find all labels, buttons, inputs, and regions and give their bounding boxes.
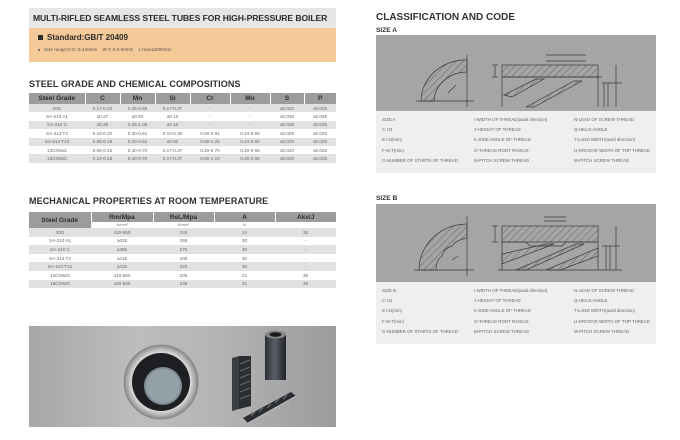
thread-section-diagram-icon bbox=[376, 35, 656, 111]
cell: - bbox=[190, 112, 230, 120]
col-header: Mn bbox=[120, 93, 155, 104]
cell: SA-210 A1 bbox=[29, 237, 91, 246]
cell: 30 bbox=[214, 254, 275, 263]
unit-cell: N/mm² bbox=[153, 222, 214, 228]
cell: 0.44-0.65 bbox=[230, 138, 270, 146]
cell: 0.05-0.15 bbox=[85, 138, 120, 146]
table-row bbox=[29, 228, 336, 237]
cell: 235 bbox=[153, 280, 214, 289]
cell: - bbox=[275, 245, 336, 254]
legend-item: E-I.D(min) bbox=[382, 137, 403, 143]
cell: ≤0.020 bbox=[270, 104, 304, 112]
cell: ≥0.10 bbox=[155, 121, 190, 129]
size-a-legend bbox=[376, 111, 656, 173]
table-row bbox=[29, 121, 336, 129]
cell: 15CrMoG bbox=[29, 280, 91, 289]
chemical-heading: STEEL GRADE AND CHEMICAL COMPOSITIONS bbox=[29, 79, 241, 89]
col-header: Steel Grade bbox=[29, 212, 91, 228]
cell: 0.50-0.81 bbox=[190, 129, 230, 137]
product-header bbox=[29, 8, 336, 62]
rifled-tube-photo-icon bbox=[29, 326, 336, 427]
standard-text: Standard:GB/T 20409 bbox=[47, 33, 128, 42]
col-header: Akv/J bbox=[275, 212, 336, 222]
legend-item: M-PITCH SCREW THREAD bbox=[474, 328, 530, 334]
cell: ≥415 bbox=[91, 262, 153, 271]
cell: - bbox=[230, 112, 270, 120]
legend-item: F-W.T(min) bbox=[382, 318, 404, 324]
legend-item: I-WIDTH OF THREAD(axial direction) bbox=[474, 288, 548, 293]
size-b-diagram bbox=[376, 204, 656, 282]
cell: 245 bbox=[153, 228, 214, 237]
cell: - bbox=[190, 104, 230, 112]
col-header: Mo bbox=[230, 93, 270, 104]
cell: 220 bbox=[153, 262, 214, 271]
table-row bbox=[29, 237, 336, 246]
cell: - bbox=[275, 262, 336, 271]
legend-item: O-THREAD ROOT RADIUS bbox=[474, 318, 529, 324]
size-a-diagram bbox=[376, 35, 656, 111]
cell: 205 bbox=[153, 254, 214, 263]
legend-item: J-HEIGHT OF THREAD bbox=[474, 298, 521, 304]
legend-item: J-HEIGHT OF THREAD bbox=[474, 127, 521, 133]
cell: 0.10-0.20 bbox=[85, 129, 120, 137]
table-row bbox=[29, 262, 336, 271]
cell: ≤0.93 bbox=[120, 112, 155, 120]
classification-heading: CLASSIFICATION AND CODE bbox=[376, 12, 515, 23]
table-row bbox=[29, 146, 336, 154]
cell: ≤0.025 bbox=[270, 129, 304, 137]
cell: 0.44-0.65 bbox=[230, 129, 270, 137]
table-row bbox=[29, 112, 336, 120]
square-bullet-icon bbox=[38, 35, 43, 40]
legend-item: N-LEAD OF SCREW THREAD bbox=[574, 117, 635, 122]
cell: ≤0.035 bbox=[304, 121, 336, 129]
cell: ≤0.035 bbox=[270, 121, 304, 129]
table-row bbox=[29, 254, 336, 263]
table-row bbox=[29, 129, 336, 137]
cell: 0.08-0.15 bbox=[85, 146, 120, 154]
cell: ≤0.025 bbox=[304, 104, 336, 112]
col-header: Rm/Mpa bbox=[91, 212, 153, 222]
col-header: Steel Grade bbox=[29, 93, 85, 104]
dot-bullet-icon bbox=[38, 49, 40, 51]
cell: - bbox=[275, 237, 336, 246]
legend-item: C-I.D bbox=[382, 298, 393, 304]
cell: 12CrMoG bbox=[29, 271, 91, 280]
legend-item: SIZE A bbox=[382, 117, 396, 122]
cell: 20G bbox=[29, 104, 85, 112]
cell: 24 bbox=[214, 228, 275, 237]
col-header: Si bbox=[155, 93, 190, 104]
cell: - bbox=[230, 104, 270, 112]
cell: 35 bbox=[275, 228, 336, 237]
legend-item: M-PITCH SCREW THREAD bbox=[574, 328, 630, 334]
legend-item: F-W.T(min) bbox=[382, 147, 404, 153]
cell: 0.40-0.55 bbox=[230, 146, 270, 154]
cell: ≤0.50 bbox=[155, 138, 190, 146]
col-header: ReL/Mpa bbox=[153, 212, 214, 222]
legend-item: G-NUMBER OF STARTS OF THREAD bbox=[382, 328, 458, 334]
col-header: P bbox=[304, 93, 336, 104]
legend-item: K-SIDE ANGLE OF THREAD bbox=[474, 308, 532, 314]
cell: ≥0.10 bbox=[155, 112, 190, 120]
cell: 12CrMoG bbox=[29, 146, 85, 154]
cell: 30 bbox=[214, 237, 275, 246]
cell: 20G bbox=[29, 228, 91, 237]
cell: 0.40-0.70 bbox=[120, 146, 155, 154]
cell: SA-213 T12 bbox=[29, 138, 85, 146]
cell: 0.30-0.61 bbox=[120, 138, 155, 146]
cell: 275 bbox=[153, 245, 214, 254]
table-row bbox=[29, 271, 336, 280]
product-photo bbox=[29, 326, 336, 427]
cell: 0.17-0.37 bbox=[155, 146, 190, 154]
cell: - bbox=[190, 121, 230, 129]
cell: 0.80-1.25 bbox=[190, 138, 230, 146]
cell: ≤0.025 bbox=[304, 154, 336, 162]
cell: SA-210 C bbox=[29, 245, 91, 254]
legend-item: T-LAND WIDTH(axial direction) bbox=[574, 308, 635, 314]
cell: - bbox=[275, 254, 336, 263]
legend-item: Q-HELIX ANGLE bbox=[574, 127, 608, 133]
cell: 30 bbox=[214, 262, 275, 271]
cell: 0.35-0.65 bbox=[120, 104, 155, 112]
legend-item: K-SIDE ANGLE OF THREAD bbox=[474, 137, 532, 143]
table-row bbox=[29, 245, 336, 254]
cell: 0.40-0.70 bbox=[120, 154, 155, 162]
mechanical-header-row bbox=[29, 212, 336, 222]
col-header: C bbox=[85, 93, 120, 104]
cell: ≤0.025 bbox=[304, 146, 336, 154]
legend-item: M-PITCH SCREW THREAD bbox=[574, 157, 630, 163]
size-b-label: SIZE B bbox=[376, 195, 398, 202]
cell: ≥415 bbox=[91, 237, 153, 246]
cell: 255 bbox=[153, 237, 214, 246]
cell: ≤0.035 bbox=[304, 112, 336, 120]
table-row bbox=[29, 154, 336, 162]
table-row bbox=[29, 280, 336, 289]
cell: 0.30-0.61 bbox=[120, 129, 155, 137]
cell: SA-210 C bbox=[29, 121, 85, 129]
cell: ≥415 bbox=[91, 254, 153, 263]
col-header: A bbox=[214, 212, 275, 222]
legend-item: N-LEAD OF SCREW THREAD bbox=[574, 288, 635, 293]
cell: SA-213 T12 bbox=[29, 262, 91, 271]
cell: 0.17-0.37 bbox=[155, 104, 190, 112]
standard-line bbox=[38, 33, 336, 42]
size-a-label: SIZE A bbox=[376, 27, 398, 34]
cell: 0.40-0.55 bbox=[230, 154, 270, 162]
cell: ≤0.35 bbox=[85, 121, 120, 129]
cell: ≤0.025 bbox=[304, 129, 336, 137]
col-header: Cr bbox=[190, 93, 230, 104]
legend-item: SIZE B bbox=[382, 288, 396, 293]
thread-section-diagram-icon bbox=[376, 204, 656, 282]
table-row bbox=[29, 104, 336, 112]
cell: SA-213 T2 bbox=[29, 254, 91, 263]
cell: 15CrMoG bbox=[29, 154, 85, 162]
cell: 410-550 bbox=[91, 228, 153, 237]
legend-item: C-I.D bbox=[382, 127, 393, 133]
cell: 410-560 bbox=[91, 271, 153, 280]
cell: 0.40-0.70 bbox=[190, 146, 230, 154]
cell: 35 bbox=[275, 280, 336, 289]
legend-item: E-I.D(min) bbox=[382, 308, 403, 314]
cell: 440-640 bbox=[91, 280, 153, 289]
cell: ≤0.020 bbox=[270, 154, 304, 162]
cell: ≤0.020 bbox=[270, 146, 304, 154]
standard-box bbox=[29, 28, 336, 62]
cell: 0.17-0.37 bbox=[155, 154, 190, 162]
size-b-legend bbox=[376, 282, 656, 344]
table-row bbox=[29, 138, 336, 146]
size-range-text: Size range:O.D.:5-420mm W.T.:0.5-50mm L:max12000mm bbox=[44, 47, 172, 52]
legend-item: Q-HELIX ANGLE bbox=[574, 298, 608, 304]
cell: 0.10-0.30 bbox=[155, 129, 190, 137]
cell: 0.12-0.18 bbox=[85, 154, 120, 162]
cell: ≤0.025 bbox=[304, 138, 336, 146]
chemical-header-row bbox=[29, 93, 336, 104]
legend-item: O-THREAD ROOT RADIUS bbox=[474, 147, 529, 153]
cell: ≥485 bbox=[91, 245, 153, 254]
legend-item: U-GROOVE WIDTH OF TOP THREAD bbox=[574, 147, 651, 153]
cell: 21 bbox=[214, 271, 275, 280]
legend-item: U-GROOVE WIDTH OF TOP THREAD bbox=[574, 318, 651, 324]
unit-cell: N/mm² bbox=[91, 222, 153, 228]
legend-item: M-PITCH SCREW THREAD bbox=[474, 157, 530, 163]
size-range-line bbox=[38, 47, 336, 52]
page-title: MULTI-RIFLED SEAMLESS STEEL TUBES FOR HIGH-PRESSURE BOILER bbox=[29, 8, 336, 28]
cell: SA-210 A1 bbox=[29, 112, 85, 120]
cell: SA-213 T2 bbox=[29, 129, 85, 137]
col-header: S bbox=[270, 93, 304, 104]
cell: 0.17-0.23 bbox=[85, 104, 120, 112]
legend-item: T-LAND WIDTH(axial direction) bbox=[574, 137, 635, 143]
cell: 0.29-1.06 bbox=[120, 121, 155, 129]
legend-item: I-WIDTH OF THREAD(axial direction) bbox=[474, 117, 548, 122]
legend-item: G-NUMBER OF STARTS OF THREAD bbox=[382, 157, 458, 163]
chemical-table bbox=[29, 93, 336, 163]
mechanical-table bbox=[29, 212, 336, 288]
cell: 21 bbox=[214, 280, 275, 289]
mechanical-heading: MECHANICAL PROPERTIES AT ROOM TEMPERATURE bbox=[29, 196, 269, 206]
cell: - bbox=[230, 121, 270, 129]
cell: 205 bbox=[153, 271, 214, 280]
unit-cell: % bbox=[214, 222, 275, 228]
cell: ≤0.27 bbox=[85, 112, 120, 120]
cell: ≤0.025 bbox=[270, 138, 304, 146]
cell: 30 bbox=[214, 245, 275, 254]
cell: 0.80-1.10 bbox=[190, 154, 230, 162]
cell: ≤0.035 bbox=[270, 112, 304, 120]
cell: 35 bbox=[275, 271, 336, 280]
